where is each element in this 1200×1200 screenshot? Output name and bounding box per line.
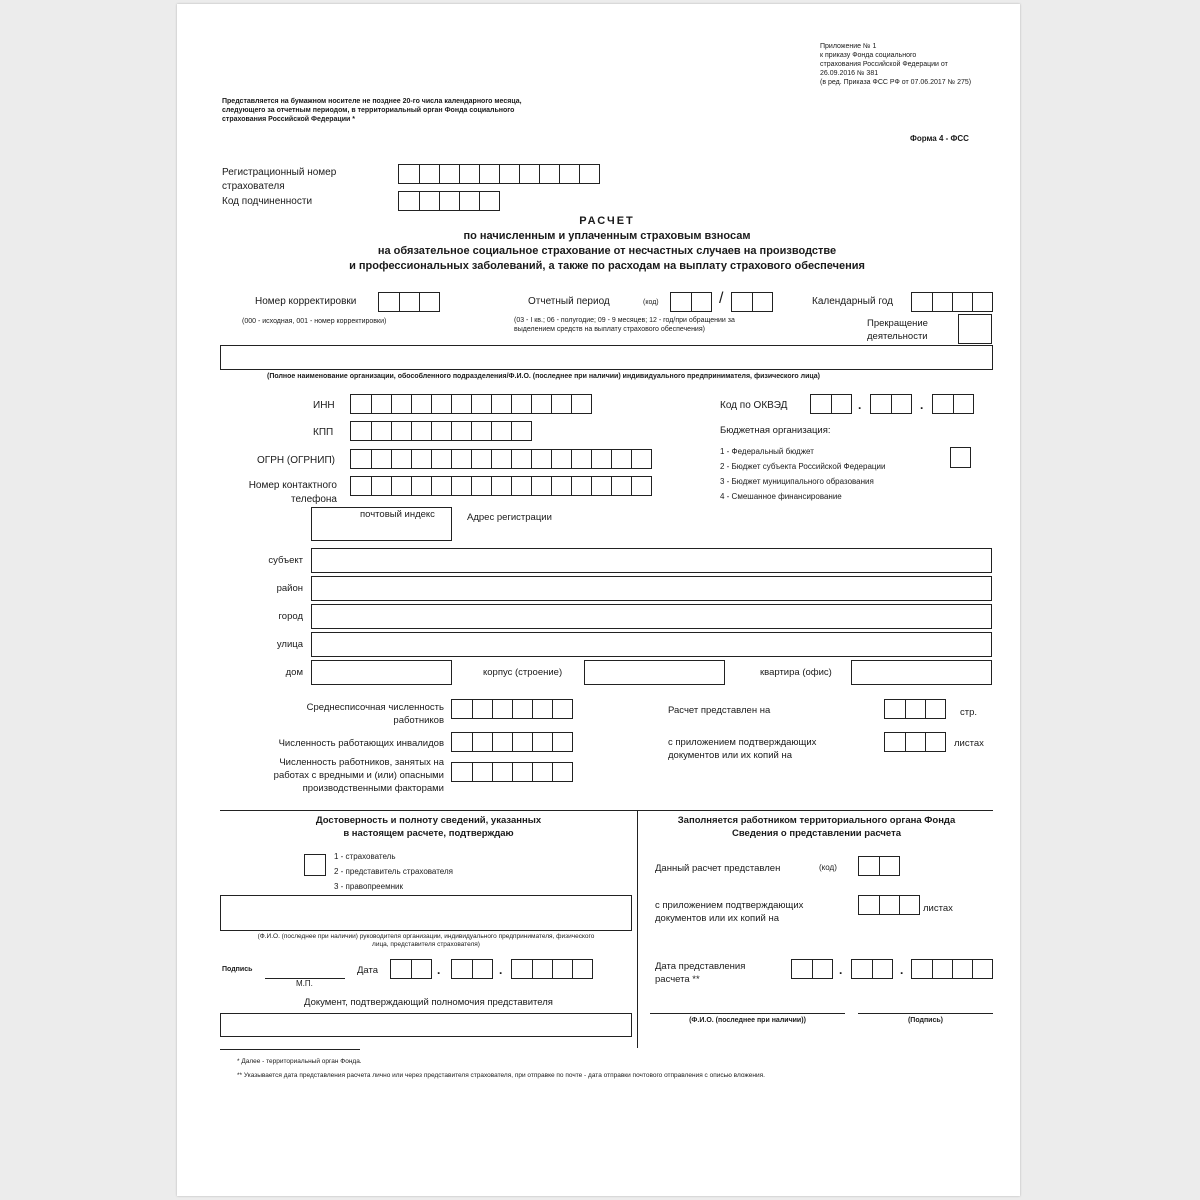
fund-submitted-label: Данный расчет представлен (655, 863, 781, 874)
city-label: город (278, 611, 303, 622)
okved-cells-1[interactable] (810, 394, 852, 414)
building-label: корпус (строение) (483, 667, 563, 678)
period-slash: / (719, 290, 724, 307)
section-divider (220, 810, 993, 811)
fund-fio-label: (Ф.И.О. (последнее при наличии)) (689, 1017, 806, 1024)
okved-label: Код по ОКВЭД (720, 400, 788, 411)
fund-date-label: Дата представления расчета ** (655, 961, 746, 985)
auth-doc-label: Документ, подтверждающий полномочия представителя (304, 997, 553, 1008)
budget-title: Бюджетная организация: (720, 425, 831, 436)
address-title: Адрес регистрации (467, 512, 552, 523)
phone-cells[interactable] (350, 476, 652, 496)
ogrn-cells[interactable] (350, 449, 652, 469)
fund-attach-cells[interactable] (858, 895, 920, 915)
fund-title: Заполняется работником территориального органа Фонда Сведения о представлении расчета (677, 815, 956, 839)
attach-label: с приложением подтверждающих документов или их копий на (668, 737, 817, 761)
footnote-1: * Далее - территориальный орган Фонда. (237, 1058, 362, 1065)
fund-date-day[interactable] (791, 959, 833, 979)
ogrn-label: ОГРН (ОГРНИП) (257, 455, 335, 466)
harmful-staff-cells[interactable] (451, 762, 573, 782)
attach-cells[interactable] (884, 732, 946, 752)
fund-date-year[interactable] (911, 959, 993, 979)
footnote-2: ** Указывается дата представления расчета лично или через представителя страхователя, при отправке по почте - дата отправки почтового отправления с описью вложения. (237, 1072, 765, 1079)
auth-doc-field[interactable] (220, 1013, 632, 1037)
calendar-year-cells[interactable] (911, 292, 993, 312)
footnote-divider (220, 1049, 360, 1050)
confirm-date-dot-2: . (499, 963, 503, 977)
fund-signature-line (858, 1013, 993, 1014)
fund-code-cells[interactable] (858, 856, 900, 876)
pages-cells[interactable] (884, 699, 946, 719)
fund-date-dot-2: . (900, 963, 904, 977)
city-field[interactable] (311, 604, 992, 629)
kpp-cells[interactable] (350, 421, 532, 441)
confirm-title: Достоверность и полноту сведений, указанных в настоящем расчете, подтверждаю (315, 815, 542, 839)
house-label: дом (285, 667, 303, 678)
calendar-year-label: Календарный год (812, 296, 893, 307)
confirm-fio-hint: (Ф.И.О. (последнее при наличии) руководителя организации, индивидуального предпринимателя, физического лица, представителя страхователя) (257, 933, 595, 948)
org-name-field[interactable] (220, 345, 993, 370)
column-divider (637, 810, 638, 1048)
apartment-field[interactable] (851, 660, 992, 685)
fund-signature-label: (Подпись) (907, 1017, 944, 1024)
pages-unit: стр. (960, 707, 978, 718)
kpp-label: КПП (313, 427, 334, 438)
form-code: Форма 4 - ФСС (910, 134, 969, 143)
fund-code-label: (код) (819, 863, 837, 872)
budget-code-box[interactable] (950, 447, 971, 468)
disabled-staff-cells[interactable] (451, 732, 573, 752)
apartment-label: квартира (офис) (760, 667, 832, 678)
okved-dot-2: . (920, 398, 924, 412)
subject-field[interactable] (311, 548, 992, 573)
budget-options: 1 - Федеральный бюджет 2 - Бюджет субъекта Российской Федерации 3 - Бюджет муниципального образования 4 - Смешанное финансирование (720, 447, 886, 501)
confirm-options: 1 - страхователь 2 - представитель страхователя 3 - правопреемник (334, 852, 453, 891)
fund-date-dot-1: . (839, 963, 843, 977)
correction-hint: (000 - исходная, 001 - номер корректировки) (242, 318, 387, 325)
fund-attach-label: с приложением подтверждающих документов или их копий на (655, 900, 804, 924)
period-hint: (03 - I кв.; 06 - полугодие; 09 - 9 месяцев; 12 - год/при обращении за выделением средств на выплату страхового обеспечения) (514, 317, 735, 333)
reg-number-cells[interactable] (398, 164, 600, 184)
district-label: район (276, 583, 303, 594)
postal-index-label: почтовый индекс (360, 509, 435, 520)
avg-staff-label: Среднесписочная численность работников (306, 702, 444, 726)
fund-attach-unit: листах (923, 903, 953, 914)
attach-unit: листах (954, 738, 984, 749)
harmful-staff-label: Численность работников, занятых на работах с вредными и (или) опасными производственными факторами (273, 757, 444, 794)
pages-label: Расчет представлен на (668, 705, 771, 716)
disabled-staff-label: Численность работающих инвалидов (278, 738, 444, 749)
period-code-cells[interactable] (670, 292, 712, 312)
appendix-note: Приложение № 1 к приказу Фонда социального страхования Российской Федерации от 26.09.2016 № 381 (в ред. Приказа ФСС РФ от 07.06.2017 № 275) (820, 43, 972, 86)
correction-label: Номер корректировки (255, 296, 357, 307)
confirm-date-label: Дата (357, 965, 379, 976)
correction-cells[interactable] (378, 292, 440, 312)
fund-date-month[interactable] (851, 959, 893, 979)
confirm-code-box[interactable] (304, 854, 326, 876)
district-field[interactable] (311, 576, 992, 601)
confirm-date-year[interactable] (511, 959, 593, 979)
confirm-date-dot-1: . (437, 963, 441, 977)
street-label: улица (276, 639, 303, 650)
inn-cells[interactable] (350, 394, 592, 414)
building-field[interactable] (584, 660, 725, 685)
reg-number-label: Регистрационный номер страхователя (222, 167, 337, 192)
period-label: Отчетный период (528, 296, 610, 307)
period-num-cells[interactable] (731, 292, 773, 312)
form-title: РАСЧЕТ по начисленным и уплаченным страховым взносам на обязательное социальное страхование от несчастных случаев на производстве и профессиональных заболеваний, а также по расходам на выплату страхового обеспечения (349, 215, 865, 272)
okved-dot-1: . (858, 398, 862, 412)
house-field[interactable] (311, 660, 452, 685)
period-code-label: (код) (643, 299, 659, 306)
termination-label: Прекращение деятельности (867, 318, 928, 342)
termination-box[interactable] (958, 314, 992, 344)
submission-note: Представляется на бумажном носителе не позднее 20-го числа календарного месяца, следующего за отчетным периодом, в территориальный орган Фонда социального страхования Российской Федерации * (222, 98, 522, 123)
confirm-date-day[interactable] (390, 959, 432, 979)
phone-label: Номер контактного телефона (248, 480, 337, 505)
avg-staff-cells[interactable] (451, 699, 573, 719)
form-page (177, 4, 1020, 1196)
fund-fio-line (650, 1013, 845, 1014)
street-field[interactable] (311, 632, 992, 657)
stamp-label: М.П. (296, 979, 313, 988)
signature-label: Подпись (222, 966, 253, 973)
subordination-code-label: Код подчиненности (222, 196, 313, 207)
subject-label: субъект (268, 555, 303, 566)
org-name-hint: (Полное наименование организации, обособленного подразделения/Ф.И.О. (последнее при наличии) индивидуального предпринимателя, физического лица) (267, 373, 821, 380)
confirm-fio-field[interactable] (220, 895, 632, 931)
inn-label: ИНН (313, 400, 335, 411)
okved-cells-3[interactable] (932, 394, 974, 414)
confirm-date-month[interactable] (451, 959, 493, 979)
okved-cells-2[interactable] (870, 394, 912, 414)
subordination-code-cells[interactable] (398, 191, 500, 211)
